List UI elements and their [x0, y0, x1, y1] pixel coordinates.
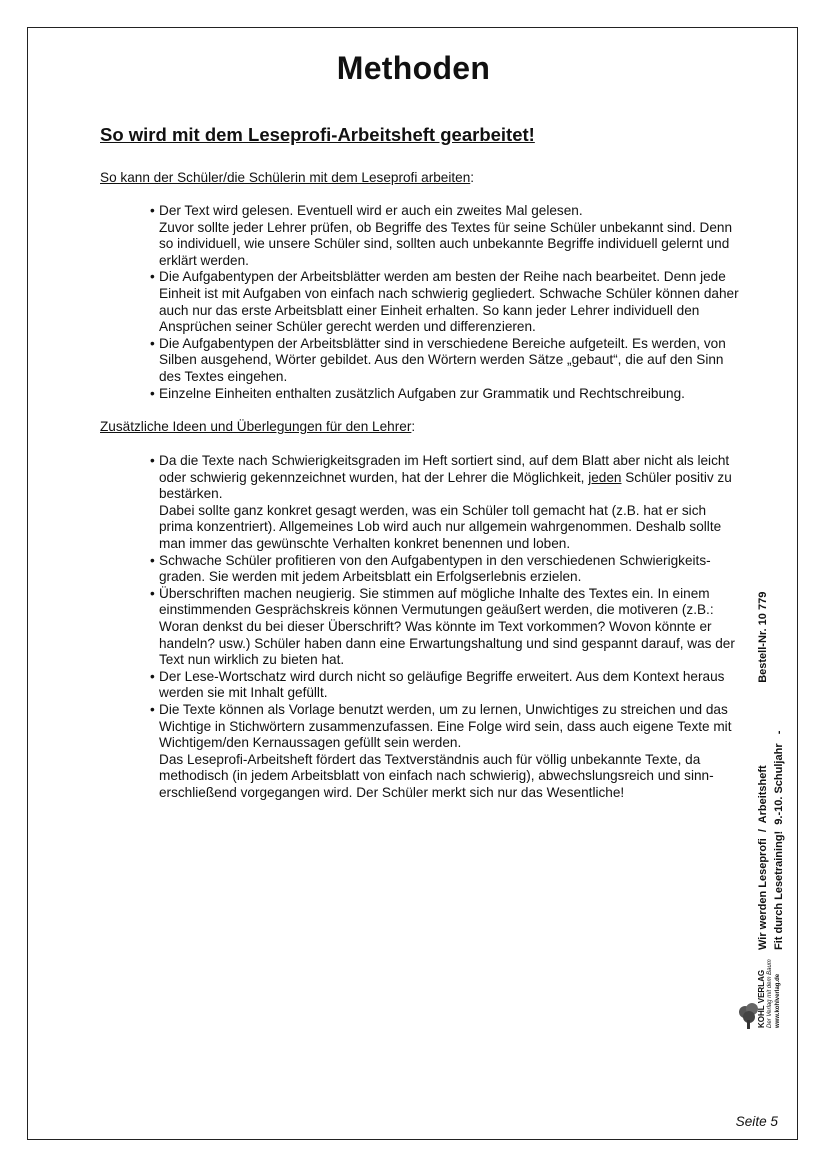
- list-item: [150, 553, 740, 586]
- list-item-text: Das Leseprofi-Arbeitsheft fördert das Textverständnis auch für völlig unbekannte Texte, da methodisch (in jedem Arbeitsblatt von einfach nach schwierig), abwechslungsreich und sinn-erschließend vorgegangen wird. Der Schüler merkt sich nur das Wesentliche!: [159, 751, 714, 800]
- logo-url: www.kohlverlag.de: [775, 973, 781, 1028]
- section2-heading: [100, 419, 415, 434]
- list-item-text: • Die Texte können als Vorlage benutzt werden, um zu lernen, Unwichtiges zu streichen und das Wichtige in Stichwörtern zusammenzufassen. Eine Folge wird sein, dass auch eigene Texte mit Wichtigem/den Kernaussagen gefüllt sein werden.: [159, 701, 732, 751]
- logo-tagline: Der Verlag mit dem Baum: [767, 959, 773, 1028]
- list-item: [150, 453, 740, 553]
- list-item: [150, 586, 740, 669]
- page-subtitle: So wird mit dem Leseprofi-Arbeitsheft gearbeitet!: [100, 124, 535, 145]
- list-item-text: • Der Lese-Wortschatz wird durch nicht so geläufige Begriffe erweitert. Aus dem Kontext heraus werden sie mit Inhalt gefüllt.: [159, 668, 725, 701]
- list-item: [150, 386, 740, 403]
- section2-list: [150, 453, 740, 801]
- section2-heading-text: Zusätzliche Ideen und Überlegungen für den Lehrer: [100, 419, 412, 434]
- list-item-text: • Überschriften machen neugierig. Sie stimmen auf mögliche Inhalte des Textes ein. In einem einstimmenden Gesprächskreis können Vermutungen geäußert werden, die motiveren (z.B.: Woran denkst du bei dieser Überschrift? Was könnte im Text vorkommen? Wovon könnte er handeln? usw.) Schüler haben dann eine Erwartungshaltung und sind gespannt darauf, was der Text nun wirklich zu bieten hat.: [159, 585, 735, 668]
- list-item-text: Dabei sollte ganz konkret gesagt werden, was ein Schüler toll gemacht hat (z.B. hat er sich prima konzentriert). Allgemeines Lob wird auch nur allgemein wahrgenommen. Deshalb sollte man immer das gewünschte Verhalten konkret benennen und loben.: [159, 502, 722, 551]
- publisher-logo: [738, 959, 788, 1030]
- page-number: Seite 5: [735, 1114, 778, 1129]
- list-item-text: • Einzelne Einheiten enthalten zusätzlich Aufgaben zur Grammatik und Rechtschreibung.: [159, 385, 685, 401]
- list-item-text: [159, 453, 740, 503]
- sidebar-line-1: Wir werden Leseprofi / Arbeitsheft Bestell-Nr. 10 779: [757, 591, 769, 950]
- section1-heading-colon: :: [470, 170, 475, 185]
- list-item-text: • Der Text wird gelesen. Eventuell wird er auch ein zweites Mal gelesen.: [159, 203, 583, 218]
- section1-heading: [100, 170, 474, 185]
- list-item-text: • Schwache Schüler profitieren von den Aufgabentypen in den verschiedenen Schwierigkeits-graden. Sie werden mit jedem Arbeitsblatt ein Erfolgserlebnis erzielen.: [159, 552, 711, 585]
- list-item: [150, 702, 740, 802]
- list-item-text: • Die Aufgabentypen der Arbeitsblätter werden am besten der Reihe nach bearbeitet. Denn jede Einheit ist mit Aufgaben von einfach nach schwierig gegliedert. Schwache Schüler können daher auch nur das erste Arbeitsblatt einer Einheit erhalten. So kann jeder Lehrer individuell den Ansprüchen seiner Schüler gerecht werden und differenzieren.: [159, 269, 739, 335]
- section2-heading-colon: :: [411, 419, 416, 434]
- section1-list: [150, 203, 740, 402]
- emphasis-word: jeden: [588, 469, 622, 485]
- list-item: [150, 203, 740, 269]
- list-item-text: • Die Aufgabentypen der Arbeitsblätter sind in verschiedene Bereiche aufgeteilt. Es werden, von Silben ausgehend, Wörter gebildet. Aus den Wörtern werden Sätze „gebaut“, die auf den Sinn des Textes eingehen.: [159, 335, 726, 384]
- list-item: [150, 336, 740, 386]
- logo-brand: KOHL VERLAG: [757, 969, 766, 1028]
- sidebar-line-2: Fit durch Lesetraining! 9.-10. Schuljahr -: [773, 730, 785, 950]
- list-item: [150, 269, 740, 335]
- sidebar-imprint: [755, 591, 797, 950]
- list-item: [150, 669, 740, 702]
- page-title: Methoden: [336, 50, 491, 86]
- section1-heading-text: So kann der Schüler/die Schülerin mit dem Leseprofi arbeiten: [100, 170, 471, 185]
- list-item-text: Zuvor sollte jeder Lehrer prüfen, ob Begriffe des Textes für seine Schüler unbekannt sind. Denn so individuell, wie unsere Schüler sind, sollten auch unbekannte Begriffe individuell gelernt und erklärt werden.: [159, 219, 733, 268]
- list-item-text-part: Schüler positiv zu bestärken.: [159, 469, 732, 502]
- list-item-text-part: Da die Texte nach Schwierigkeitsgraden im Heft sortiert sind, auf dem Blatt aber nicht als leicht oder schwierig gekennzeichnet wurden, hat der Lehrer die Möglichkeit,: [159, 453, 730, 485]
